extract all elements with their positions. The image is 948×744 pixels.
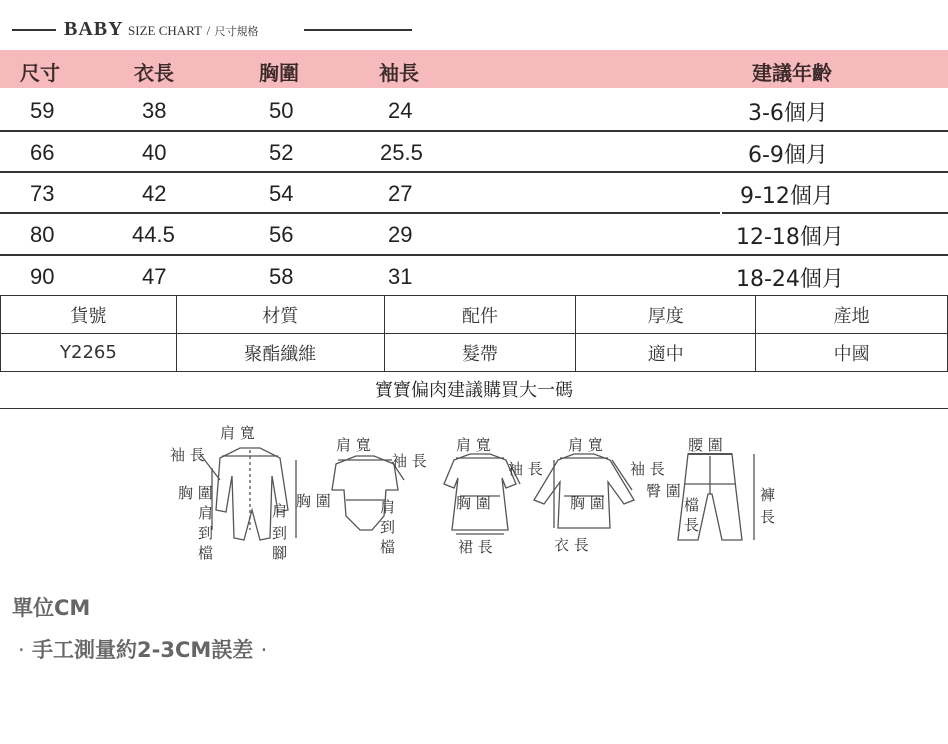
top-shoulder-label: 肩 寬 bbox=[568, 436, 603, 454]
header-rule-right bbox=[304, 29, 412, 31]
col-header-length: 衣長 bbox=[134, 61, 174, 85]
romper-sleeve-label: 袖 長 bbox=[170, 446, 205, 464]
measurement-diagram-svg bbox=[160, 420, 780, 570]
info-value-row bbox=[1, 334, 948, 372]
header-size-chart: SIZE CHART bbox=[128, 23, 203, 38]
cell-age: 6-9個月 bbox=[748, 143, 828, 168]
pants-hip-label: 臀 圍 bbox=[646, 482, 681, 500]
cell-sleeve: 27 bbox=[388, 181, 413, 206]
info-origin: 中國 bbox=[756, 334, 948, 372]
col-header-sleeve: 袖長 bbox=[379, 61, 419, 85]
info-header-accessory: 配件 bbox=[384, 296, 576, 334]
info-thickness: 適中 bbox=[576, 334, 756, 372]
top-illustration bbox=[534, 454, 634, 528]
cell-length: 40 bbox=[142, 140, 167, 165]
top-length-label: 衣 長 bbox=[554, 536, 589, 554]
cell-sleeve: 24 bbox=[388, 98, 413, 123]
pants-waist-label: 腰 圍 bbox=[688, 436, 723, 454]
cell-age: 3-6個月 bbox=[748, 101, 828, 126]
info-header-item-no: 貨號 bbox=[1, 296, 177, 334]
romper-crotch-label-1: 肩 bbox=[198, 504, 214, 522]
info-accessory: 髮帶 bbox=[384, 334, 576, 372]
cell-chest: 50 bbox=[269, 98, 294, 123]
col-header-chest: 胸圍 bbox=[259, 61, 299, 85]
pants-length-label-1: 褲 bbox=[760, 486, 776, 504]
cell-chest: 52 bbox=[269, 140, 294, 165]
row-divider bbox=[0, 254, 948, 256]
bodysuit-sleeve-label: 袖 長 bbox=[392, 452, 427, 470]
col-header-size: 尺寸 bbox=[20, 61, 60, 85]
cell-size: 73 bbox=[30, 181, 55, 206]
cell-sleeve: 29 bbox=[388, 222, 413, 247]
romper-foot-label-2: 到 bbox=[272, 524, 288, 542]
cell-length: 38 bbox=[142, 98, 167, 123]
header-baby: BABY bbox=[64, 18, 124, 40]
row-divider bbox=[0, 171, 948, 173]
cell-age: 18-24個月 bbox=[736, 267, 844, 292]
measurement-diagrams bbox=[160, 420, 780, 570]
cell-sleeve: 31 bbox=[388, 264, 413, 289]
bodysuit-crotch-label-2: 到 bbox=[380, 518, 396, 536]
error-text: 手工測量約2-3CM誤差 bbox=[32, 638, 254, 662]
pants-length-label-2: 長 bbox=[760, 508, 776, 526]
bodysuit-chest-label: 胸 圍 bbox=[296, 492, 331, 510]
romper-chest-label: 胸 圍 bbox=[178, 484, 213, 502]
chart-header bbox=[0, 18, 948, 42]
cell-age: 9-12個月 bbox=[740, 184, 834, 209]
col-header-age: 建議年齡 bbox=[752, 61, 832, 85]
romper-crotch-label-2: 到 bbox=[198, 524, 214, 542]
info-header-thickness: 厚度 bbox=[576, 296, 756, 334]
dress-shoulder-label: 肩 寬 bbox=[456, 436, 491, 454]
cell-sleeve: 25.5 bbox=[380, 140, 423, 165]
romper-shoulder-label: 肩 寬 bbox=[220, 424, 255, 442]
bullet-left: · bbox=[18, 638, 25, 662]
cell-size: 66 bbox=[30, 140, 55, 165]
cell-age: 12-18個月 bbox=[736, 225, 844, 250]
bullet-right: · bbox=[260, 638, 268, 662]
row-divider bbox=[0, 130, 948, 132]
bodysuit-shoulder-label: 肩 寬 bbox=[336, 436, 371, 454]
cell-length: 44.5 bbox=[132, 222, 175, 247]
romper-crotch-label-3: 檔 bbox=[198, 544, 214, 562]
cell-size: 59 bbox=[30, 98, 55, 123]
row-divider bbox=[722, 212, 948, 214]
pants-crotch-label-2: 長 bbox=[684, 516, 700, 534]
cell-chest: 56 bbox=[269, 222, 294, 247]
bodysuit-crotch-label-1: 肩 bbox=[380, 498, 396, 516]
cell-chest: 54 bbox=[269, 181, 294, 206]
top-chest-label: 胸 圍 bbox=[570, 494, 605, 512]
dress-sleeve-label: 袖 長 bbox=[508, 460, 543, 478]
info-header-material: 材質 bbox=[176, 296, 384, 334]
cell-size: 80 bbox=[30, 222, 55, 247]
unit-note: 單位CM bbox=[12, 596, 91, 620]
info-material: 聚酯纖維 bbox=[176, 334, 384, 372]
info-header-origin: 產地 bbox=[756, 296, 948, 334]
cell-length: 47 bbox=[142, 264, 167, 289]
cell-size: 90 bbox=[30, 264, 55, 289]
row-divider bbox=[0, 212, 720, 214]
bodysuit-crotch-label-3: 檔 bbox=[380, 538, 396, 556]
measurement-error-note bbox=[18, 634, 267, 664]
pants-crotch-label-1: 檔 bbox=[684, 496, 700, 514]
header-title bbox=[64, 18, 259, 41]
top-sleeve-label: 袖 長 bbox=[630, 460, 665, 478]
header-zh: 尺寸規格 bbox=[214, 25, 259, 38]
romper-foot-label-1: 肩 bbox=[272, 502, 288, 520]
dress-chest-label: 胸 圍 bbox=[456, 494, 491, 512]
product-info-table bbox=[0, 295, 948, 372]
dress-skirt-label: 裙 長 bbox=[458, 538, 493, 556]
info-header-row bbox=[1, 296, 948, 334]
info-item-no: Y2265 bbox=[1, 334, 177, 372]
cell-chest: 58 bbox=[269, 264, 294, 289]
header-slash: / bbox=[206, 23, 211, 38]
header-rule-left bbox=[12, 29, 56, 31]
size-advice-note: 寶寶偏肉建議購買大一碼 bbox=[0, 371, 948, 409]
romper-foot-label-3: 腳 bbox=[272, 544, 288, 562]
cell-length: 42 bbox=[142, 181, 167, 206]
